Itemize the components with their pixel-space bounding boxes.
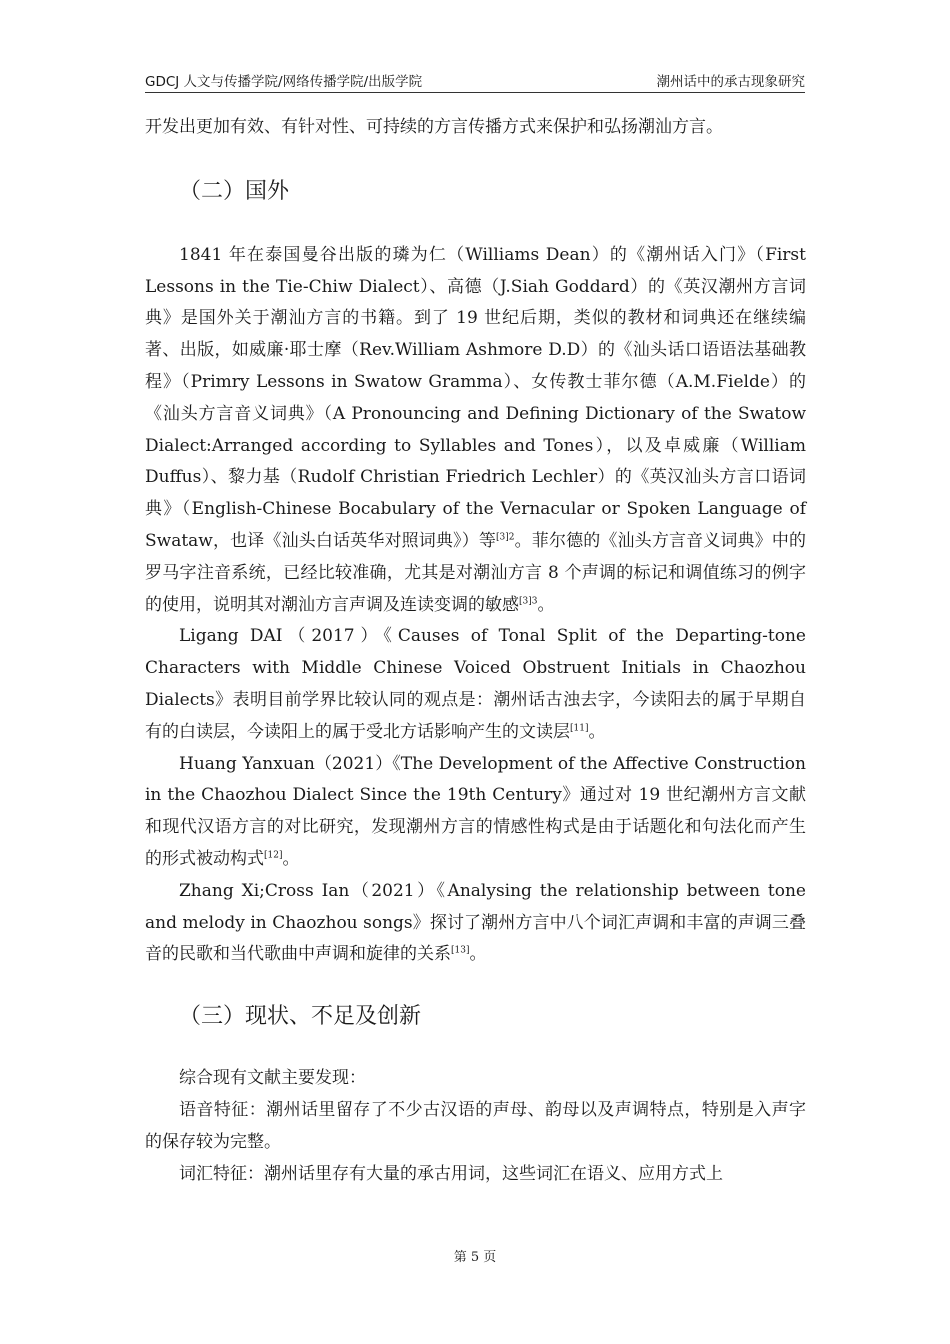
citation: [12]	[264, 850, 283, 861]
citation: [11]	[570, 723, 589, 734]
citation: [3]2	[496, 532, 515, 543]
page-body	[145, 112, 806, 1190]
page-header	[145, 66, 805, 93]
paragraph-phonetics: 语音特征：潮州话里留存了不少古汉语的声母、韵母以及声调特点，特别是入声字的保存较为完整。	[145, 1099, 806, 1152]
section-heading-foreign: （二）国外	[179, 178, 290, 204]
paragraph-summary: 综合现有文献主要发现：	[179, 1068, 366, 1089]
section-heading-status: （三）现状、不足及创新	[179, 1004, 422, 1030]
paragraph-zhang	[145, 876, 806, 971]
paragraph-text: 。	[588, 721, 606, 742]
page-number: 第 5 页	[453, 1250, 497, 1265]
paragraph-text: 。	[537, 594, 555, 615]
paragraph-dai	[145, 621, 806, 748]
paragraph-text: 。菲尔德的《汕头方言音义词典》中的罗马字注音系统，已经比较准确，尤其是对潮汕方言 8 个声调的标记和调值练习的例字的使用，说明其对潮汕方言声调及连读变调的敏感	[145, 530, 807, 615]
paragraph-huang	[145, 749, 806, 876]
header-title: 潮州话中的承古现象研究	[656, 74, 805, 90]
header-institution: GDCJ 人文与传播学院/网络传播学院/出版学院	[145, 74, 423, 90]
citation: [3]3	[519, 595, 538, 606]
paragraph-foreign-books	[145, 240, 806, 622]
paragraph-text: Huang Yanxuan（2021）《The Development of the Affective Construction in the Chaozhou Dialect Since the 19th Century》通过对 19 世纪潮州方言文献和现代汉语方言的对比研究，发现潮州方言的情感性构式是由于话题化和句法化而产生的形式被动构式	[145, 753, 806, 869]
paragraph-text: Zhang Xi;Cross Ian（2021）《Analysing the relationship between tone and melody in Chaozhou songs》探讨了潮州方言中八个词汇声调和丰富的声调三叠音的民歌和当代歌曲中声调和旋律的关系	[145, 880, 806, 965]
paragraph-text: 1841 年在泰国曼谷出版的璘为仁（Williams Dean）的《潮州话入门》（First Lessons in the Tie-Chiw Dialect）、高德（J.Siah Goddard）的《英汉潮州方言词典》是国外关于潮汕方言的书籍。到了 19 世纪后期，类似的教材和词典还在继续编著、出版，如威廉·耶士摩（Rev.William Ashmore D.D）的《汕头话口语语法基础教程》（Primry Lessons in Swatow Gramma）、女传教士菲尔德（A.M.Fielde）的《汕头方言音义词典》（A Pronouncing and Defining Dictionary of the Swatow Dialect:Arranged according to Syllables and Tones），以及卓威廉（William Duffus）、黎力基（Rudolf Christian Friedrich Lechler）的《英汉汕头方言口语词典》（English-Chinese Bocabulary of the Vernacular or Spoken Language of Swataw，也译《汕头白话英华对照词典》）等	[145, 244, 806, 551]
paragraph-text: 。	[469, 944, 487, 965]
paragraph-continued: 开发出更加有效、有针对性、可持续的方言传播方式来保护和弘扬潮汕方言。	[145, 117, 723, 137]
paragraph-vocabulary: 词汇特征：潮州话里存有大量的承古用词，这些词汇在语义、应用方式上	[179, 1163, 723, 1184]
paragraph-text: 。	[282, 848, 300, 869]
citation: [13]	[451, 945, 470, 956]
paragraph-text: Ligang DAI（2017）《Causes of Tonal Split of the Departing-tone Characters with Middle Chinese Voiced Obstruent Initials in Chaozhou Dialects》表明目前学界比较认同的观点是：潮州话古浊去字，今读阳去的属于早期自有的白读层，今读阳上的属于受北方话影响产生的文读层	[145, 626, 806, 742]
